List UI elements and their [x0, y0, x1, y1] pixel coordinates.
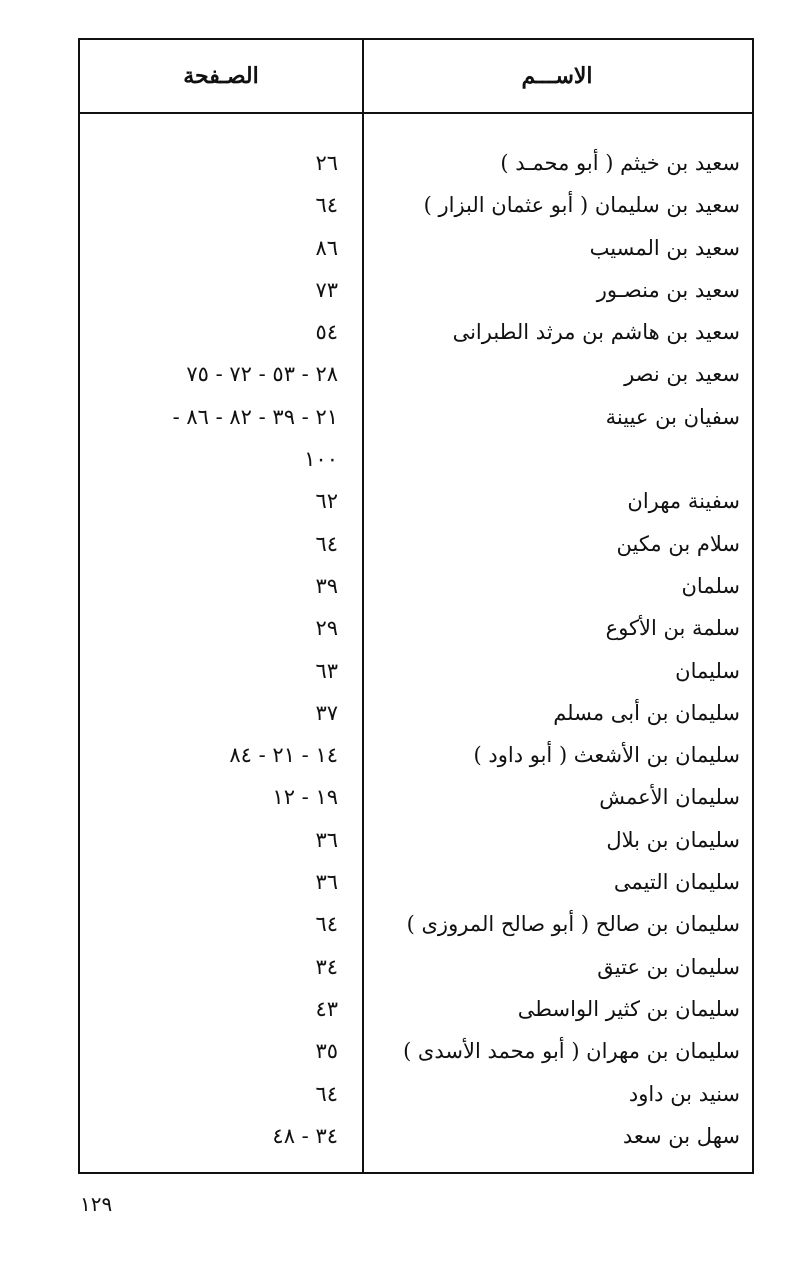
- table-row: [80, 734, 752, 776]
- table-row: [80, 1073, 752, 1115]
- entry-pages: ٣٤: [315, 954, 338, 979]
- entry-pages: ٣٧: [315, 700, 338, 725]
- entry-pages: ٦٢: [315, 489, 338, 514]
- entry-name: سليمان الأعمش: [599, 785, 740, 810]
- table-row: [80, 184, 752, 226]
- table-row: [80, 269, 752, 311]
- entry-name: سعيد بن سليمان ( أبو عثمان البزار ): [423, 193, 740, 218]
- table-row: [80, 523, 752, 565]
- entry-name: سهل بن سعد: [622, 1123, 740, 1148]
- entry-pages: ٣٦: [315, 827, 338, 852]
- entry-name: سلمان: [681, 573, 740, 598]
- table-row: [80, 861, 752, 903]
- header-name-column: الاســـم: [521, 63, 593, 89]
- entry-pages: ٥٤: [315, 320, 338, 345]
- header-page-column: الصـفحة: [183, 63, 259, 89]
- entry-pages: ٢١ - ٣٩ - ٨٢ - ٨٦ -: [172, 404, 338, 429]
- entry-pages: ٦٤: [315, 193, 338, 218]
- entry-name: سفيان بن عيينة: [605, 404, 740, 429]
- table-row: [80, 565, 752, 607]
- entry-name: سليمان بن الأشعث ( أبو داود ): [473, 743, 740, 768]
- entry-pages: ٣٥: [315, 1039, 338, 1064]
- index-table: [78, 38, 754, 1174]
- entry-pages: ٣٩: [315, 573, 338, 598]
- entry-name: سنيد بن داود: [628, 1081, 740, 1106]
- table-body: [80, 142, 752, 1157]
- entry-name: سعيد بن خيثم ( أبو محمـد ): [500, 151, 740, 175]
- entry-name: سليمان بن عتيق: [597, 954, 740, 979]
- entry-pages: ١٩ - ١٢: [272, 785, 338, 810]
- entry-pages: ٢٦: [315, 151, 338, 175]
- table-row: [80, 776, 752, 818]
- entry-name: سليمان بن مهران ( أبو محمد الأسدى ): [403, 1039, 740, 1064]
- table-row: [80, 607, 752, 649]
- entry-name: سليمان: [675, 658, 740, 683]
- entry-name: سليمان بن صالح ( أبو صالح المروزى ): [406, 912, 740, 937]
- table-row: [80, 311, 752, 353]
- entry-pages: ٨٦: [315, 235, 338, 260]
- entry-pages: ٣٤ - ٤٨: [272, 1123, 338, 1148]
- entry-name: سلمة بن الأكوع: [605, 616, 740, 641]
- table-row: [80, 988, 752, 1030]
- entry-pages: ١٠٠: [304, 447, 338, 472]
- table-row: [80, 1030, 752, 1072]
- table-row: [80, 819, 752, 861]
- entry-pages: ٦٤: [315, 1081, 338, 1106]
- entry-name: سعيد بن المسيب: [589, 235, 740, 260]
- entry-name: سعيد بن منصـور: [596, 277, 740, 302]
- entry-name: [368, 438, 740, 480]
- entry-pages: ٦٤: [315, 531, 338, 556]
- table-row: [80, 692, 752, 734]
- entry-name: سليمان بن أبى مسلم: [553, 700, 740, 725]
- entry-pages: ٦٣: [315, 658, 338, 683]
- table-row: [80, 142, 752, 184]
- entry-name: سعيد بن هاشم بن مرثد الطبرانى: [452, 320, 740, 345]
- header-divider: [80, 112, 752, 114]
- entry-name: سليمان التيمى: [613, 870, 740, 895]
- entry-name: سفينة مهران: [627, 489, 740, 514]
- table-row: [80, 396, 752, 438]
- table-row: [80, 946, 752, 988]
- table-row: [80, 1115, 752, 1157]
- entry-name: سلام بن مكين: [616, 531, 740, 556]
- entry-pages: ٦٤: [315, 912, 338, 937]
- entry-pages: ٢٩: [315, 616, 338, 641]
- entry-pages: ٣٦: [315, 870, 338, 895]
- entry-name: سعيد بن نصر: [624, 362, 740, 387]
- table-row: [80, 650, 752, 692]
- page-number: ١٢٩: [80, 1192, 113, 1216]
- table-row: [80, 438, 752, 480]
- entry-pages: ٧٣: [315, 277, 338, 302]
- entry-name: سليمان بن كثير الواسطى: [517, 996, 740, 1021]
- table-row: [80, 480, 752, 522]
- table-row: [80, 353, 752, 395]
- entry-pages: ١٤ - ٢١ - ٨٤: [229, 743, 338, 768]
- entry-pages: ٢٨ - ٥٣ - ٧٢ - ٧٥: [186, 362, 338, 387]
- table-row: [80, 227, 752, 269]
- table-row: [80, 903, 752, 945]
- entry-pages: ٤٣: [315, 996, 338, 1021]
- entry-name: سليمان بن بلال: [606, 827, 740, 852]
